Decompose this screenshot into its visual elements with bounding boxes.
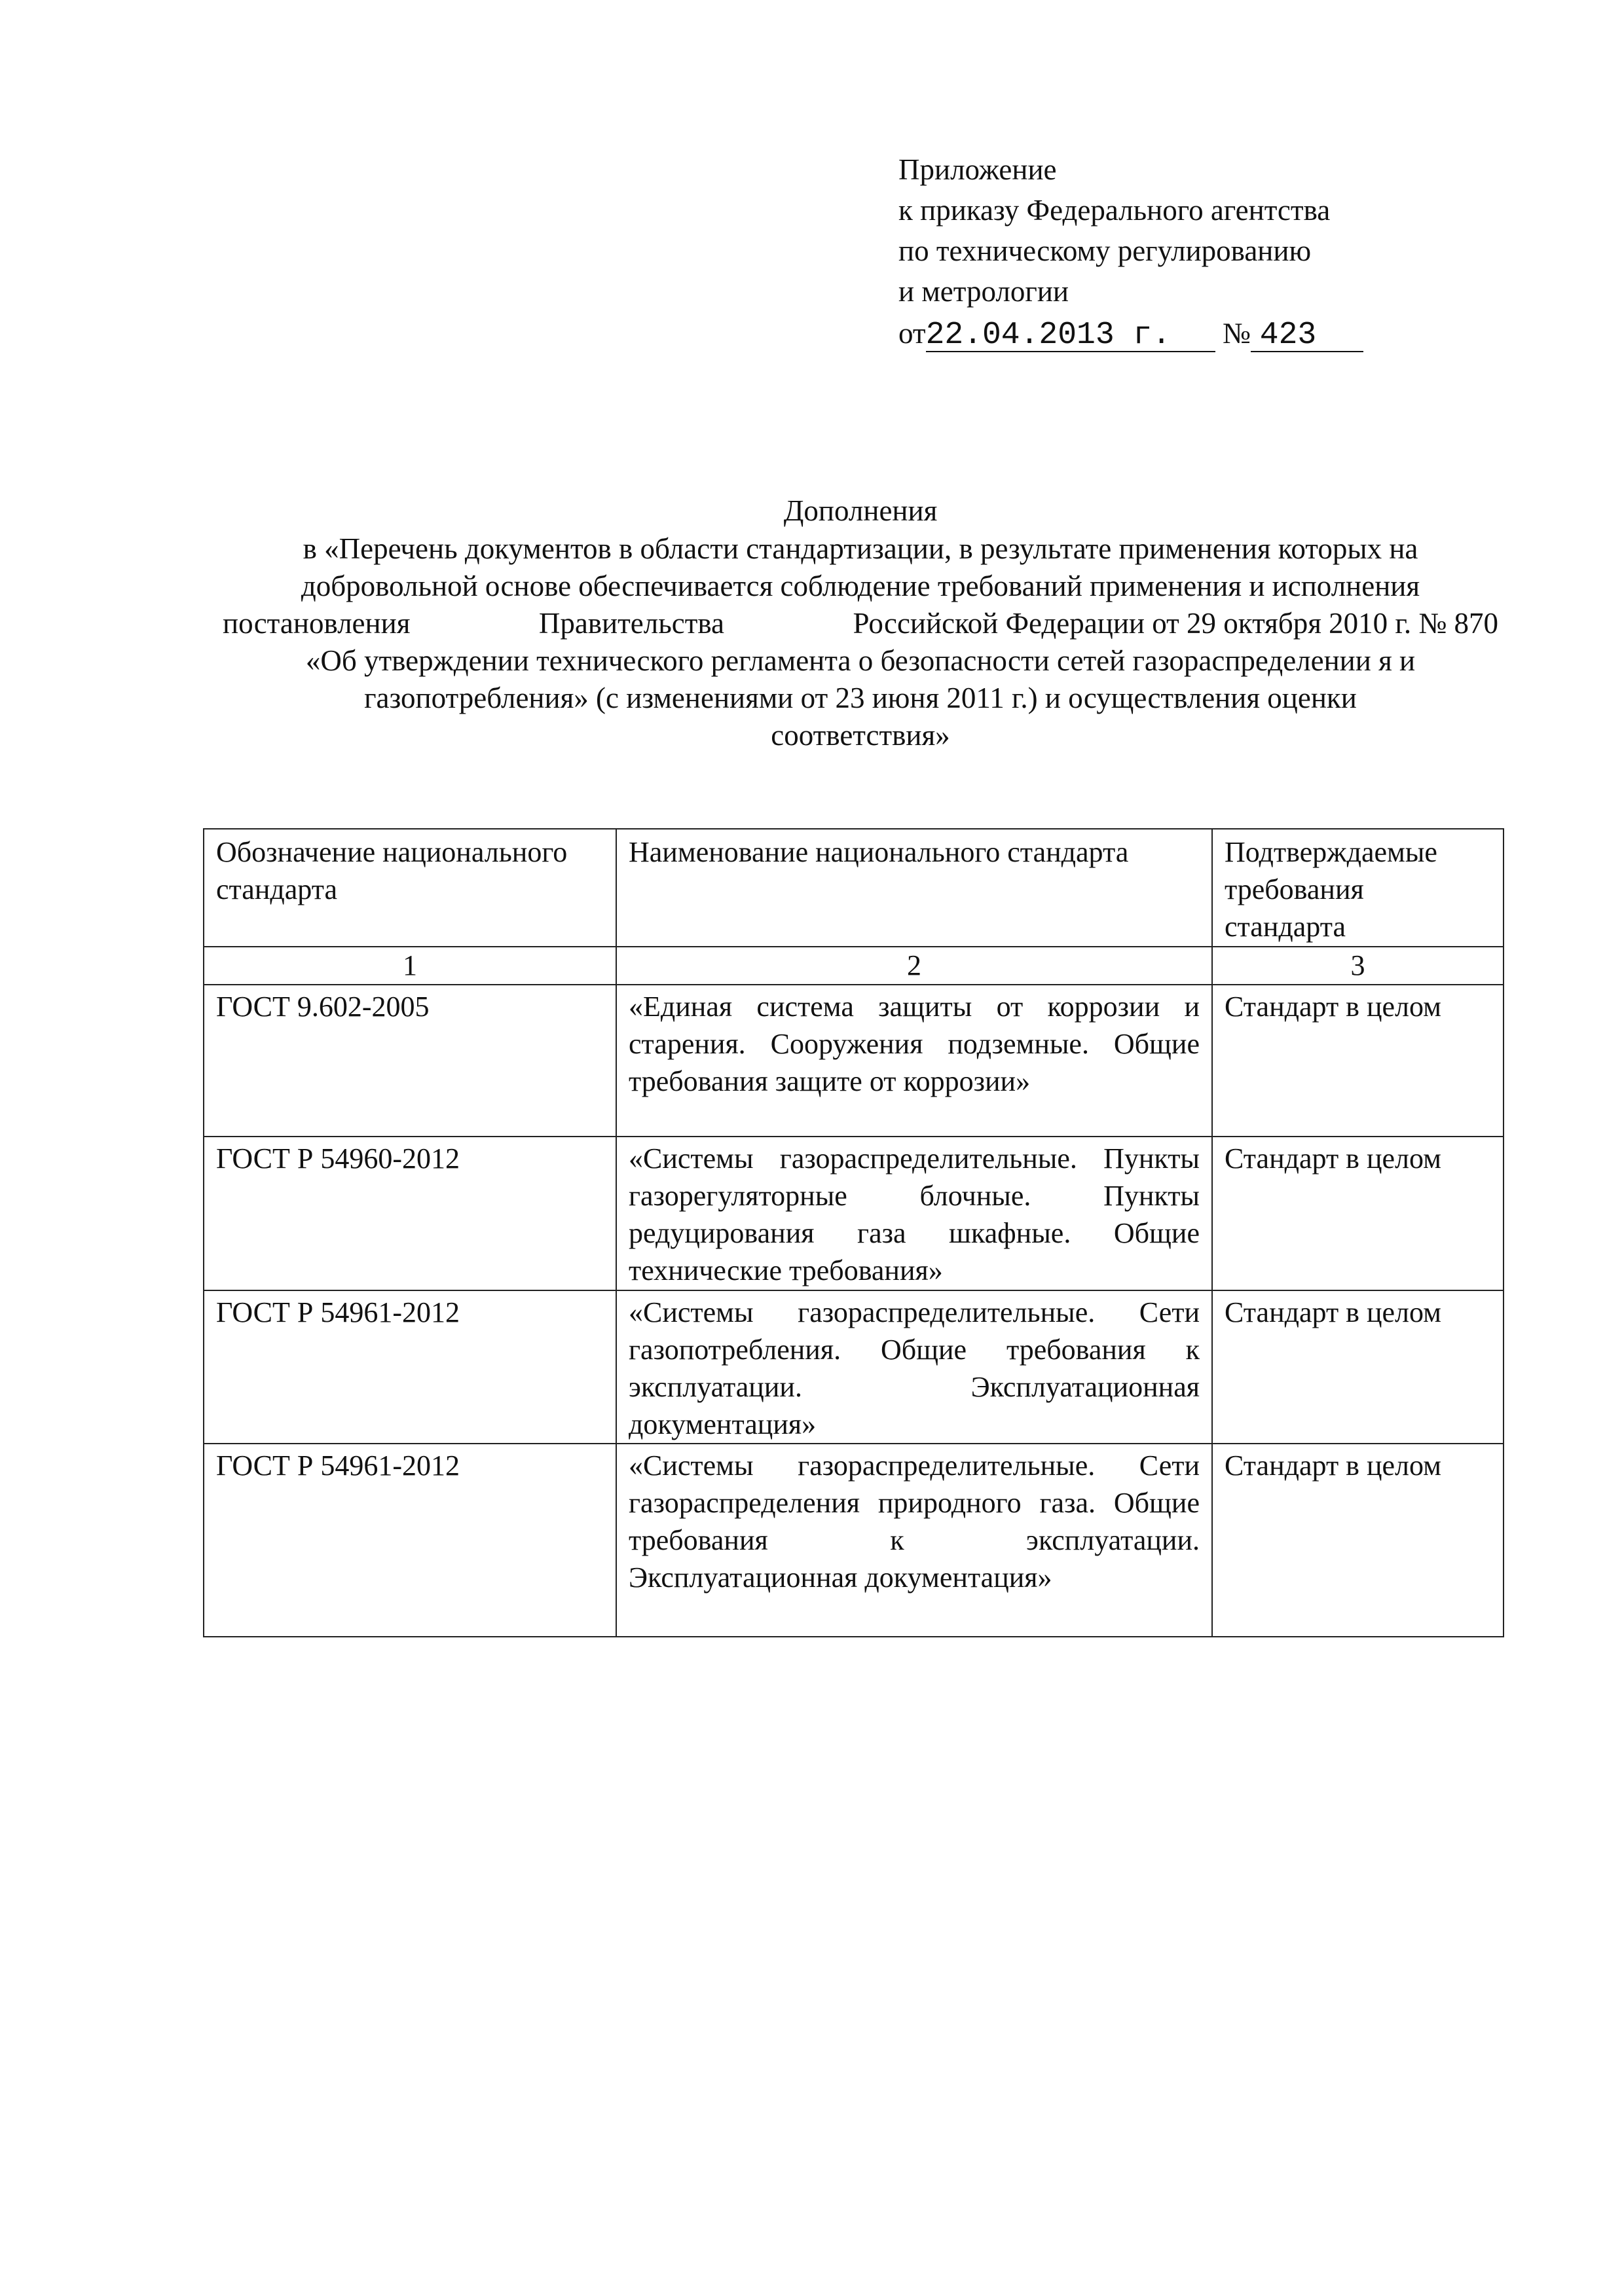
appendix-header — [898, 149, 1363, 354]
appendix-line: по техническому регулированию — [898, 234, 1312, 267]
table-row — [204, 1444, 1504, 1637]
standard-designation: ГОСТ 9.602-2005 — [204, 985, 616, 1137]
standard-requirements: Стандарт в целом — [1212, 1290, 1504, 1444]
title-line: соответствия» — [771, 719, 950, 752]
header-name: Наименование национального стандарта — [616, 829, 1212, 947]
column-number-row — [204, 947, 1504, 985]
header-requirements: Подтверждаемые требования стандарта — [1212, 829, 1504, 947]
table-row — [204, 985, 1504, 1137]
column-number: 3 — [1212, 947, 1504, 985]
title-word: Правительства — [538, 607, 725, 640]
standard-name: «Системы газораспределительные. Сети газопотребления. Общие требования к эксплуатации. Эксплуатационная документация» — [616, 1290, 1212, 1444]
title-heading: Дополнения — [783, 494, 938, 527]
title-line: газопотребления» (с изменениями от 23 июня 2011 г.) и осуществления оценки — [364, 682, 1357, 714]
standard-name: «Системы газораспределительные. Пункты газорегуляторные блочные. Пункты редуцирования газа шкафные. Общие технические требования» — [616, 1137, 1212, 1290]
title-line: добровольной основе обеспечивается соблюдение требований применения и исполнения — [301, 570, 1420, 602]
standard-name: «Системы газораспределительные. Сети газораспределения природного газа. Общие требования к эксплуатации. Эксплуатационная документация» — [616, 1444, 1212, 1637]
title-word: Российской Федерации от 29 октября 2010 г. № 870 — [853, 607, 1498, 640]
table-header-row — [204, 829, 1504, 947]
standard-designation: ГОСТ Р 54961-2012 — [204, 1290, 616, 1444]
title-word: постановления — [223, 607, 411, 640]
appendix-line: к приказу Федерального агентства — [898, 194, 1331, 227]
table-row — [204, 1290, 1504, 1444]
table-row — [204, 1137, 1504, 1290]
standard-designation: ГОСТ Р 54961-2012 — [204, 1444, 616, 1637]
number-sign: № — [1222, 317, 1251, 350]
order-date: 22.04.2013 г. — [926, 321, 1215, 352]
standard-requirements: Стандарт в целом — [1212, 985, 1504, 1137]
column-number: 1 — [204, 947, 616, 985]
standard-name: «Единая система защиты от коррозии и старения. Сооружения подземные. Общие требования защите от коррозии» — [616, 985, 1212, 1137]
standard-requirements: Стандарт в целом — [1212, 1137, 1504, 1290]
column-number: 2 — [616, 947, 1212, 985]
standard-designation: ГОСТ Р 54960-2012 — [204, 1137, 616, 1290]
document-title — [223, 492, 1498, 754]
standards-table — [203, 828, 1504, 1637]
order-date-line — [898, 313, 1363, 354]
title-line: в «Перечень документов в области стандартизации, в результате применения которых на — [303, 532, 1418, 565]
title-line: «Об утверждении технического регламента о безопасности сетей газораспределении я и — [305, 644, 1416, 677]
standard-requirements: Стандарт в целом — [1212, 1444, 1504, 1637]
date-prefix: от — [898, 317, 926, 350]
order-number: 423 — [1251, 321, 1363, 352]
appendix-line: Приложение — [898, 153, 1057, 186]
header-designation: Обозначение национального стандарта — [204, 829, 616, 947]
appendix-line: и метрологии — [898, 275, 1069, 308]
title-line — [223, 605, 1498, 642]
